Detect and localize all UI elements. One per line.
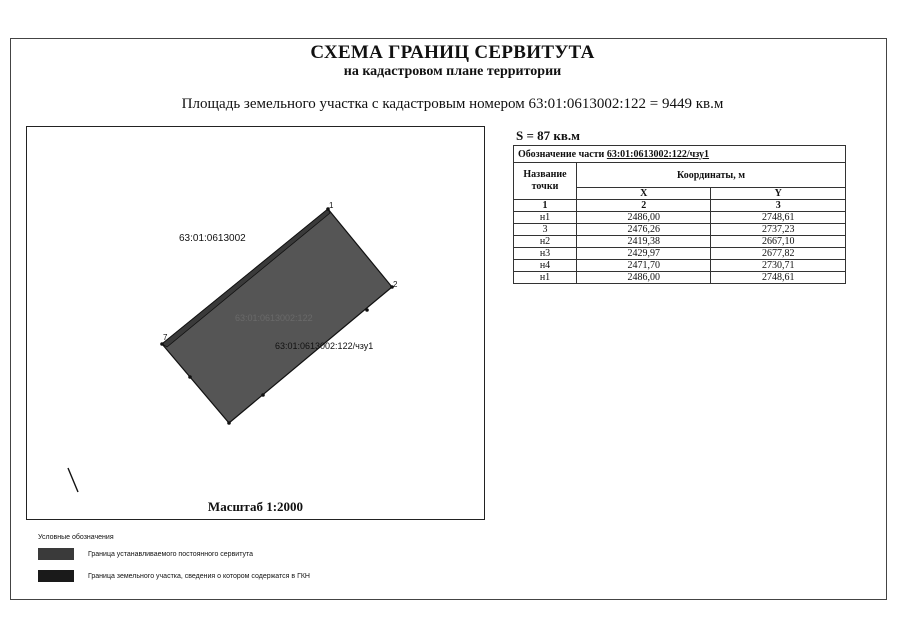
part-number: 63:01:0613002:122/чзу1 (606, 148, 710, 160)
legend-swatch-servitude (38, 548, 74, 560)
col-point-name: Название точки (514, 163, 577, 200)
col-y: Y (711, 188, 846, 200)
quarter-label: 63:01:0613002 (179, 233, 246, 244)
cadastral-map (26, 126, 485, 520)
col-number: 2 (577, 200, 711, 212)
document-subtitle: на кадастровом плане территории (343, 64, 562, 79)
point-label-1: 1 (329, 201, 334, 210)
vertex-3 (365, 308, 369, 312)
coord-x: 2471,70 (577, 260, 711, 272)
table-row (514, 212, 846, 224)
coord-y: 2667,10 (711, 236, 846, 248)
point-name: 3 (514, 224, 577, 236)
servitude-label: 63:01:0613002:122/чзу1 (275, 341, 374, 351)
point-name: н4 (514, 260, 577, 272)
vertex-7 (160, 342, 164, 346)
column-number-row (514, 200, 846, 212)
legend-item-parcel (38, 570, 310, 582)
coord-y: 2677,82 (711, 248, 846, 260)
coord-y: 2748,61 (711, 272, 846, 284)
coordinates-table (513, 145, 846, 284)
table-row (514, 236, 846, 248)
header-row (514, 163, 846, 188)
point-label-2: 2 (393, 280, 398, 289)
vertex-4 (261, 393, 265, 397)
col-number: 3 (711, 200, 846, 212)
map-scale: Масштаб 1:2000 (207, 499, 304, 514)
coord-x: 2486,00 (577, 272, 711, 284)
col-number: 1 (514, 200, 577, 212)
col-coordinates: Координаты, м (577, 163, 846, 188)
point-name: н1 (514, 212, 577, 224)
coord-y: 2730,71 (711, 260, 846, 272)
parcel-label: 63:01:0613002:122 (235, 313, 313, 323)
coord-y: 2748,61 (711, 212, 846, 224)
table-row (514, 248, 846, 260)
coord-x: 2486,00 (577, 212, 711, 224)
legend-title: Условные обозначения (38, 534, 114, 541)
point-name: н1 (514, 272, 577, 284)
table-row (514, 272, 846, 284)
point-name: н3 (514, 248, 577, 260)
vertex-5 (227, 421, 231, 425)
part-label: Обозначение части (518, 148, 605, 160)
coord-x: 2419,38 (577, 236, 711, 248)
coord-y: 2737,23 (711, 224, 846, 236)
parcel-drawing (27, 127, 484, 519)
parcel-area-line: Площадь земельного участка с кадастровым номером 63:01:0613002:122 = 9449 кв.м (181, 96, 724, 112)
point-label-7: 7 (163, 333, 168, 342)
table-row (514, 260, 846, 272)
point-name: н2 (514, 236, 577, 248)
vertex-6 (188, 375, 192, 379)
coord-x: 2476,26 (577, 224, 711, 236)
stray-pen-mark (66, 466, 86, 496)
coord-x: 2429,97 (577, 248, 711, 260)
legend-label: Граница устанавливаемого постоянного сервитута (88, 550, 254, 558)
table-row (514, 224, 846, 236)
part-row (514, 146, 846, 163)
servitude-area: S = 87 кв.м (516, 128, 581, 143)
document-title: СХЕМА ГРАНИЦ СЕРВИТУТА (310, 42, 595, 63)
legend-item-servitude (38, 548, 253, 560)
legend-swatch-parcel (38, 570, 74, 582)
col-x: X (577, 188, 711, 200)
legend-label: Граница земельного участка, сведения о котором содержатся в ГКН (88, 572, 310, 580)
